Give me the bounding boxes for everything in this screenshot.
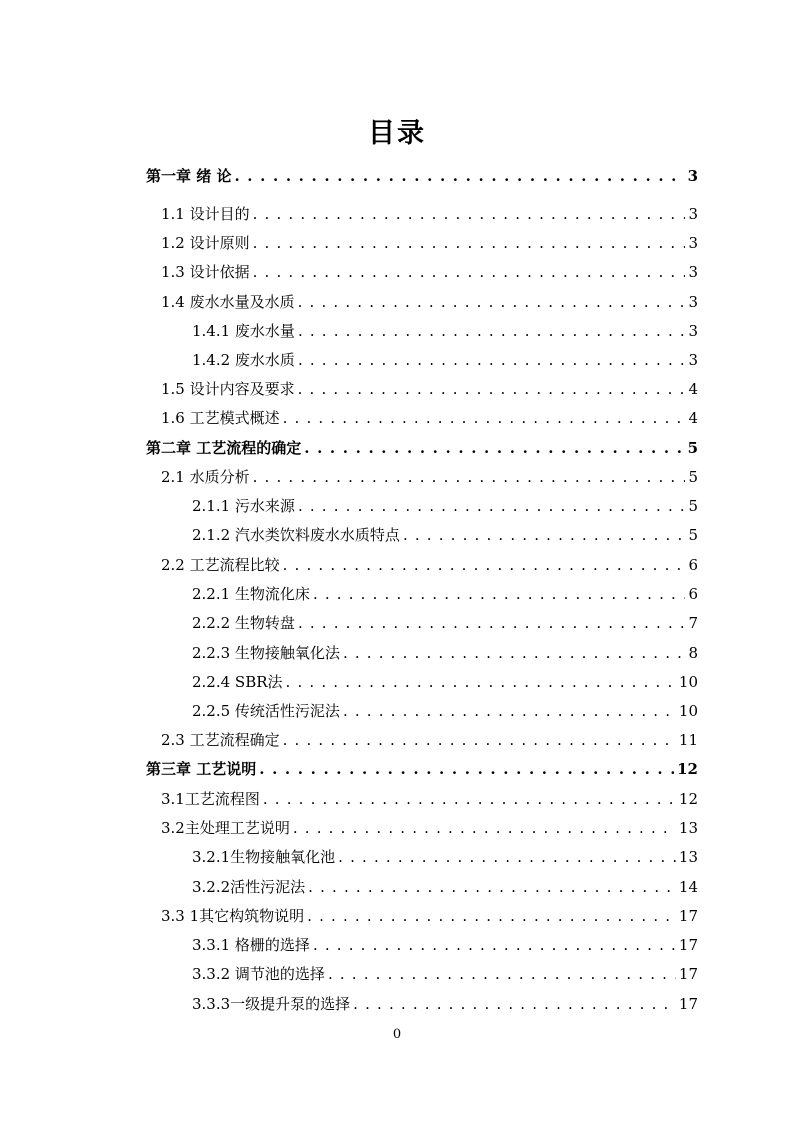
leader-dots [259,758,674,780]
toc-entry-page: 3 [688,263,698,281]
toc-entry-label: 2.2.5 传统活性污泥法 [192,702,340,720]
toc-entry-label: 3.2主处理工艺说明 [161,819,290,837]
toc-entry[interactable] [161,230,698,254]
toc-entry-label: 3.3.1 格栅的选择 [192,936,310,954]
leader-dots [263,788,676,810]
toc-entry[interactable] [161,786,698,810]
leader-dots [308,876,676,898]
toc-entry-label: 第一章 绪 论 [146,167,232,185]
toc-entry[interactable] [146,163,698,187]
leader-dots [234,165,684,187]
toc-entry-page: 3 [688,293,698,311]
toc-entry[interactable] [161,464,698,488]
toc-entry[interactable] [192,522,698,546]
toc-entry-page: 5 [688,526,698,544]
toc-entry-label: 1.2 设计原则 [161,234,250,252]
toc-entry-label: 2.2.1 生物流化床 [192,585,310,603]
leader-dots [343,700,676,722]
toc-entry[interactable] [161,727,698,751]
toc-entry-page: 14 [678,878,698,896]
leader-dots [328,963,676,985]
toc-entry-label: 2.2 工艺流程比较 [161,556,280,574]
toc-entry-label: 1.4.1 废水水量 [192,322,295,340]
toc-entry-page: 5 [687,439,698,457]
toc-entry[interactable] [192,874,698,898]
toc-entry-label: 3.3.3一级提升泵的选择 [192,995,351,1013]
toc-entry[interactable] [192,640,698,664]
toc-entry[interactable] [192,347,698,371]
toc-entry-page: 3 [687,167,698,185]
leader-dots [298,612,686,634]
leader-dots [298,378,686,400]
leader-dots [253,261,686,283]
leader-dots [286,671,676,693]
toc-entry-page: 10 [678,702,698,720]
toc-entry[interactable] [161,376,698,400]
toc-entry-page: 5 [688,497,698,515]
toc-entry-label: 1.1 设计目的 [161,205,250,223]
leader-dots [307,905,676,927]
toc-entry-label: 2.2.4 SBR法 [192,673,283,691]
leader-dots [298,349,686,371]
toc-entry[interactable] [161,552,698,576]
leader-dots [338,846,676,868]
leader-dots [298,291,686,313]
leader-dots [298,320,686,342]
leader-dots [298,495,686,517]
toc-entry[interactable] [192,318,698,342]
toc-entry-page: 10 [678,673,698,691]
toc-entry-label: 2.2.2 生物转盘 [192,614,295,632]
toc-entry-page: 7 [688,614,698,632]
toc-entry-label: 2.1.2 汽水类饮料废水水质特点 [192,526,400,544]
leader-dots [253,466,686,488]
leader-dots [283,554,686,576]
toc-entry[interactable] [161,903,698,927]
leader-dots [313,583,686,605]
toc-entry-label: 3.2.2活性污泥法 [192,878,306,896]
toc-entry-page: 12 [678,790,698,808]
toc-entry-page: 11 [678,731,698,749]
toc-entry[interactable] [192,961,698,985]
toc-entry-label: 1.4 废水水量及水质 [161,293,295,311]
toc-entry-page: 13 [678,848,698,866]
toc-title: 目录 [368,118,426,149]
toc-entry[interactable] [161,201,698,225]
toc-entry-page: 3 [688,351,698,369]
toc-entry-page: 17 [678,965,698,983]
toc-entry-page: 3 [688,322,698,340]
toc-entry-page: 6 [688,585,698,603]
toc-entry[interactable] [192,610,698,634]
toc-entry-label: 1.6 工艺模式概述 [161,409,280,427]
toc-entry-page: 3 [688,205,698,223]
toc-entry-page: 12 [677,760,698,778]
toc-entry[interactable] [161,815,698,839]
toc-entry-label: 第三章 工艺说明 [146,760,257,778]
toc-entry[interactable] [192,581,698,605]
leader-dots [353,993,676,1015]
toc-entry[interactable] [192,669,698,693]
leader-dots [253,232,686,254]
toc-entry-label: 2.1 水质分析 [161,468,250,486]
toc-entry-label: 1.3 设计依据 [161,263,250,281]
toc-entry-page: 3 [688,234,698,252]
leader-dots [253,203,686,225]
toc-entry[interactable] [192,493,698,517]
toc-entry-label: 第二章 工艺流程的确定 [146,439,302,457]
toc-entry-page: 6 [688,556,698,574]
leader-dots [343,642,686,664]
leader-dots [283,407,686,429]
toc-entry[interactable] [146,435,698,459]
toc-entry-label: 3.1工艺流程图 [161,790,260,808]
toc-entry-page: 4 [688,380,698,398]
page-number: 0 [392,1027,402,1042]
toc-entry-label: 3.3.2 调节池的选择 [192,965,325,983]
leader-dots [283,729,676,751]
toc-entry[interactable] [161,405,698,429]
toc-entry-page: 13 [678,819,698,837]
toc-entry-page: 8 [688,644,698,662]
toc-entry[interactable] [192,991,698,1015]
toc-entry-page: 5 [688,468,698,486]
toc-entry-label: 3.3 1其它构筑物说明 [161,907,305,925]
toc-entry[interactable] [161,289,698,313]
toc-entry-label: 2.1.1 污水来源 [192,497,295,515]
toc-entry-label: 2.3 工艺流程确定 [161,731,280,749]
toc-entry[interactable] [161,259,698,283]
toc-entry[interactable] [192,932,698,956]
toc-entry-label: 2.2.3 生物接触氧化法 [192,644,340,662]
toc-entry-label: 3.2.1生物接触氧化池 [192,848,336,866]
leader-dots [403,524,686,546]
leader-dots [304,437,684,459]
toc-entry-page: 17 [678,995,698,1013]
toc-entry[interactable] [192,844,698,868]
leader-dots [293,817,676,839]
toc-entry-page: 17 [678,936,698,954]
toc-entry-label: 1.4.2 废水水质 [192,351,295,369]
leader-dots [313,934,676,956]
toc-entry-label: 1.5 设计内容及要求 [161,380,295,398]
toc-entry[interactable] [146,756,698,780]
toc-entry[interactable] [192,698,698,722]
toc-entry-page: 4 [688,409,698,427]
toc-entry-page: 17 [678,907,698,925]
